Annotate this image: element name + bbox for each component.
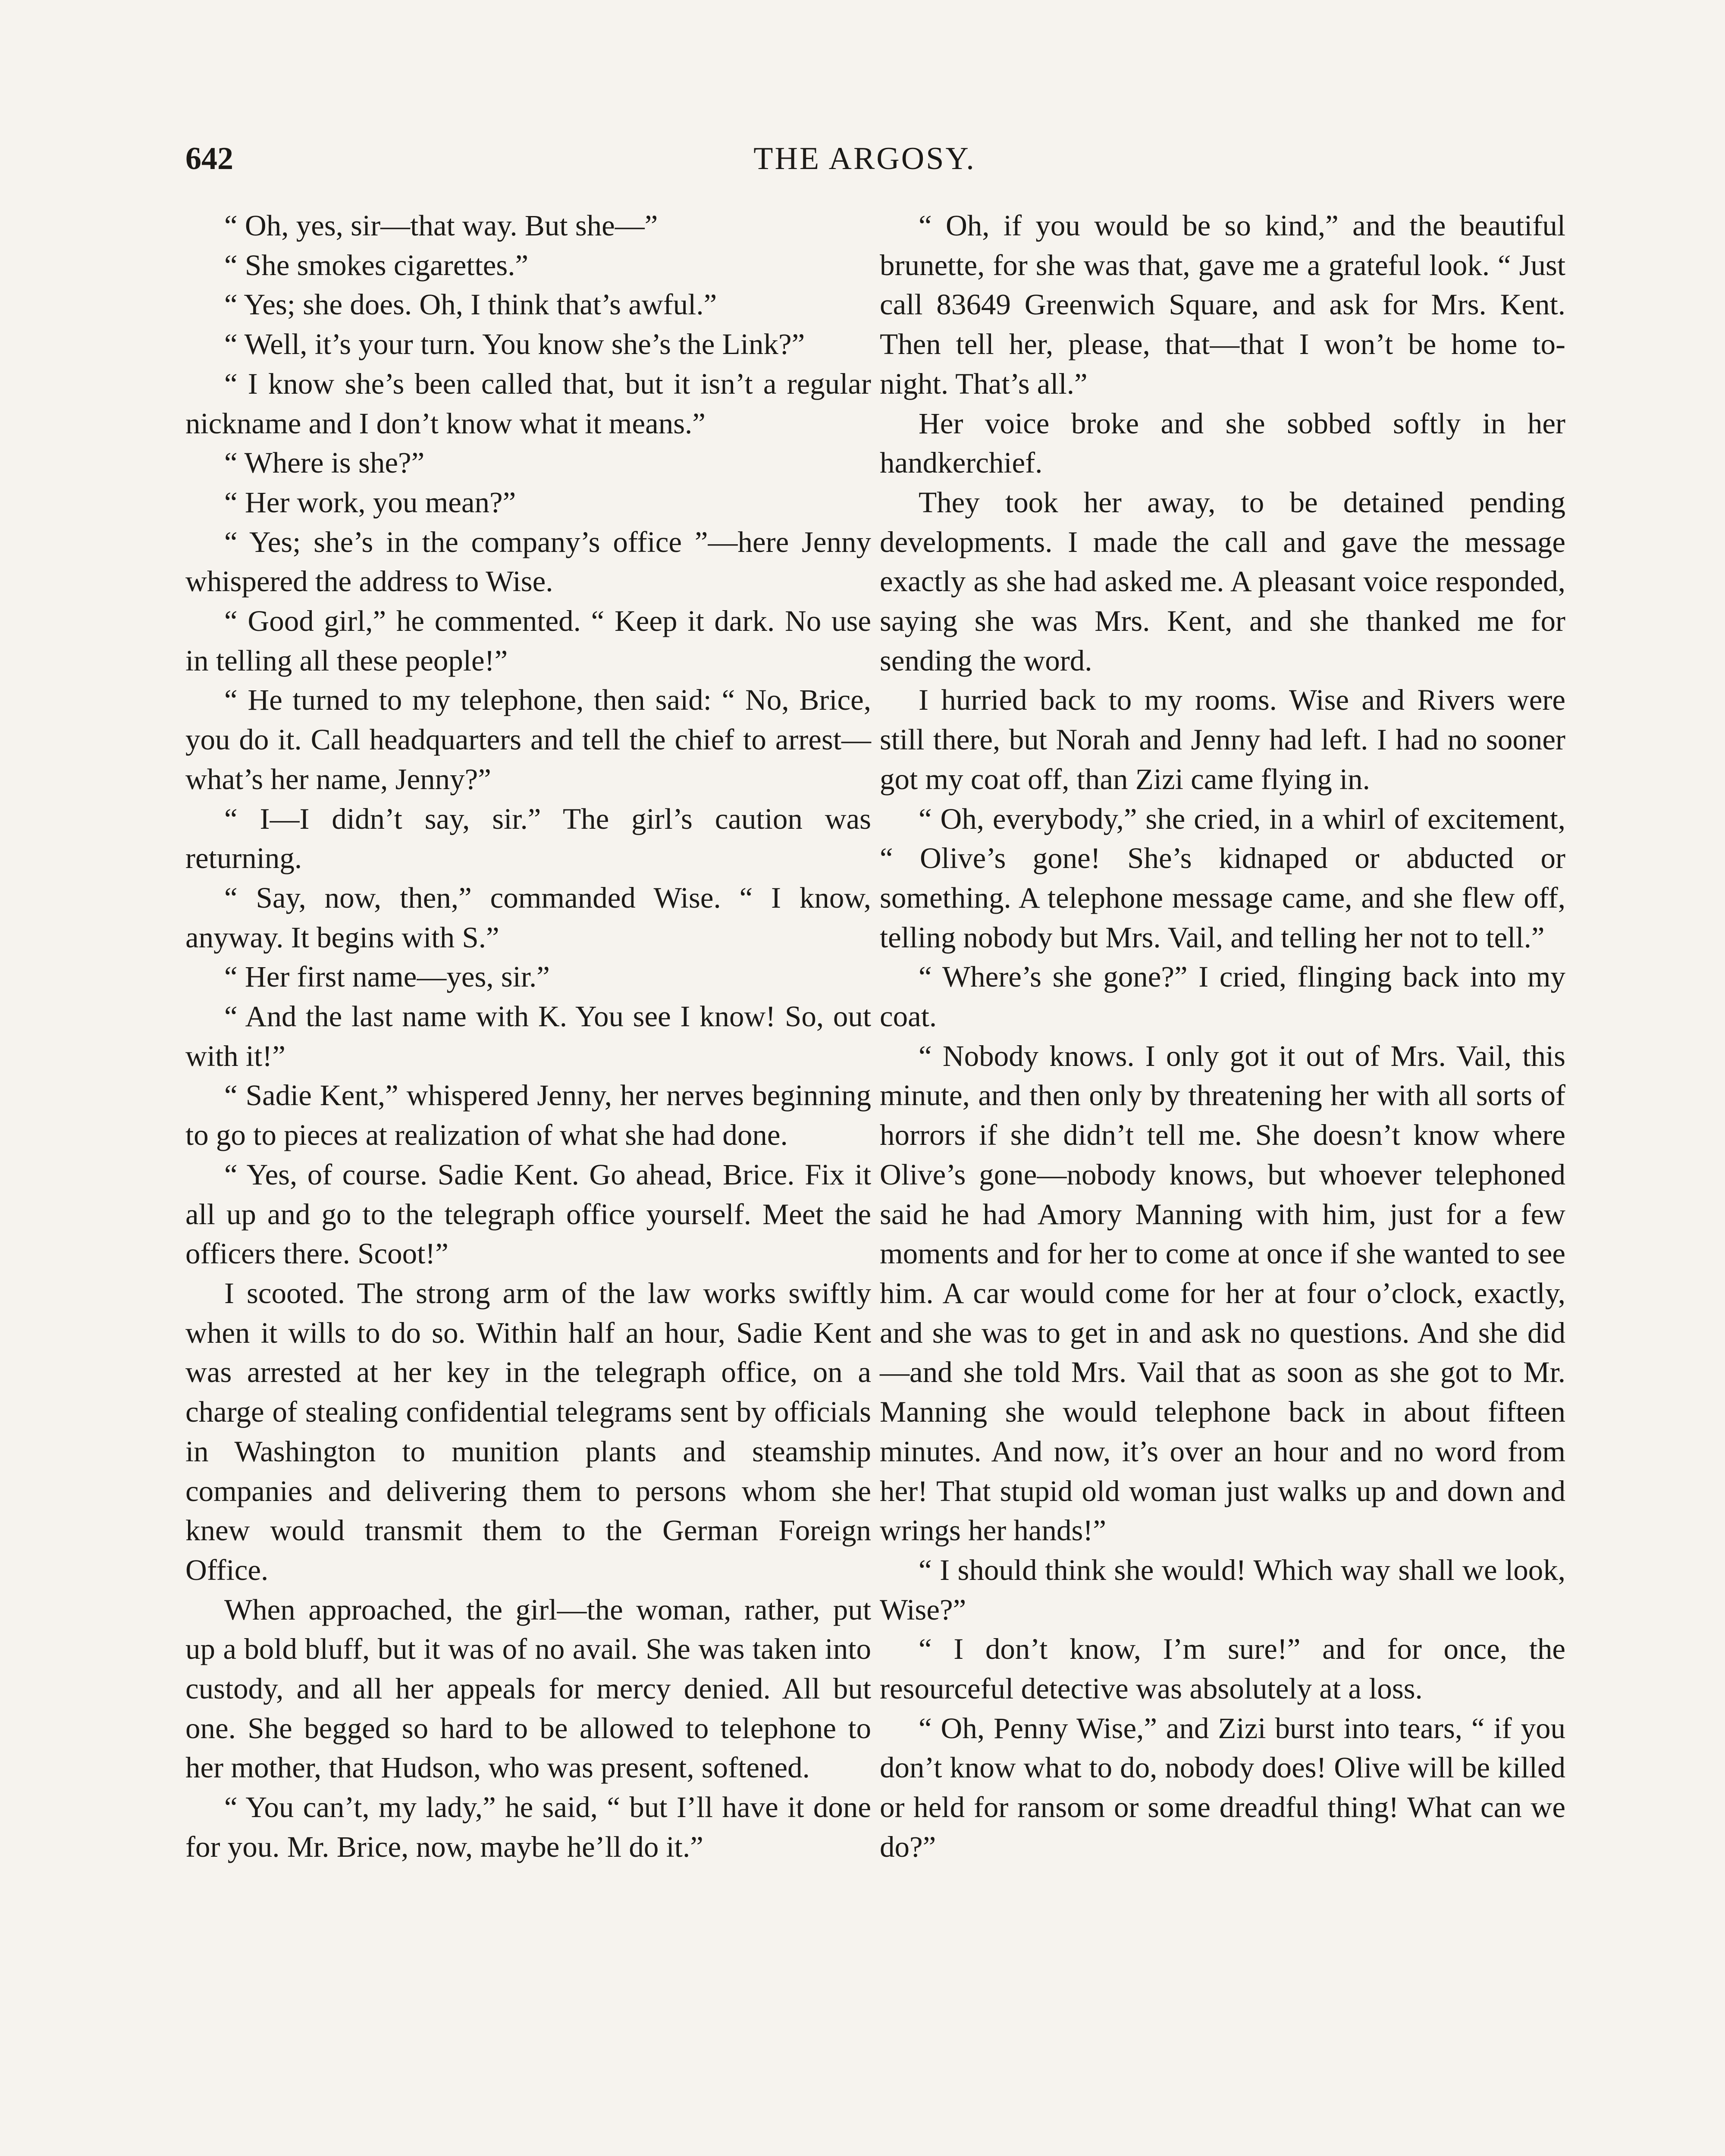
paragraph: “ Good girl,” he commented. “ Keep it dark. No use in telling all these people!” <box>185 605 871 677</box>
paragraph: When approached, the girl—the woman, rather, put up a bold bluff, but it was of no avail. She was taken into custody, and all her appeals for mercy denied. All but one. She begged so hard to be allowed to telephone to her mother, that Hudson, who was present, softened. <box>185 1593 871 1784</box>
paragraph: “ I don’t know, I’m sure!” and for once, the resourceful detective was absolutely at a loss. <box>880 1633 1565 1705</box>
paragraph: “ Her work, you mean?” <box>224 486 516 519</box>
paragraph: “ Oh, Penny Wise,” and Zizi burst into tears, “ if you don’t know what to do, nobody does! Olive will be killed or held for ransom or some dreadful thing! What can we do?” <box>880 1711 1565 1863</box>
paragraph: “ She smokes cigarettes.” <box>224 248 529 282</box>
paragraph: They took her away, to be detained pending developments. I made the call and gave the message exactly as she had asked me. A pleasant voice responded, saying she was Mrs. Kent, and she thanked me for sending the word. <box>880 486 1565 677</box>
paragraph: “ Yes; she does. Oh, I think that’s awful.” <box>224 288 717 321</box>
paragraph: “ Her first name—yes, sir.” <box>224 960 550 993</box>
paragraph: I scooted. The strong arm of the law works swiftly when it wills to do so. Within half an hour, Sadie Kent was arrested at her key in the telegraph office, on a charge of stealing confidential telegrams sent by officials in Washington to munition plants and steamship companies and delivering them to persons whom she knew would transmit them to the German Foreign Office. <box>185 1276 871 1586</box>
paragraph: “ Yes; she’s in the company’s office ”—here Jenny whispered the address to Wise. <box>185 525 871 598</box>
paragraph: “ Say, now, then,” commanded Wise. “ I know, anyway. It begins with S.” <box>185 881 871 954</box>
paragraph: “ Oh, yes, sir—that way. But she—” <box>224 209 658 242</box>
right-column <box>880 206 1565 1867</box>
paragraph: “ Where is she?” <box>224 446 425 479</box>
paragraph: “ Sadie Kent,” whispered Jenny, her nerves beginning to go to pieces at realization of what she had done. <box>185 1079 871 1152</box>
page-number: 642 <box>185 141 233 176</box>
paragraph: “ Yes, of course. Sadie Kent. Go ahead, Brice. Fix it all up and go to the telegraph office yourself. Meet the officers there. Scoot!” <box>185 1158 871 1270</box>
paragraph: “ Where’s she gone?” I cried, flinging back into my coat. <box>880 960 1565 1033</box>
paragraph: “ Oh, if you would be so kind,” and the beautiful brunette, for she was that, gave me a grateful look. “ Just call 83649 Greenwich Square, and ask for Mrs. Kent. Then tell her, please, that—that I won’t be home to-night. That’s all.” <box>880 209 1565 400</box>
paragraph: “ Nobody knows. I only got it out of Mrs. Vail, this minute, and then only by threatening her with all sorts of horrors if she didn’t tell me. She doesn’t know where Olive’s gone—nobody knows, but whoever telephoned said he had Amory Manning with him, just for a few moments and for her to come at once if she wanted to see him. A car would come for her at four o’clock, exactly, and she was to get in and ask no questions. And she did—and she told Mrs. Vail that as soon as she got to Mr. Manning she would telephone back in about fifteen minutes. And now, it’s over an hour and no word from her! That stupid old woman just walks up and down and wrings her hands!” <box>880 1039 1565 1547</box>
paragraph: “ You can’t, my lady,” he said, “ but I’ll have it done for you. Mr. Brice, now, maybe he’ll do it.” <box>185 1791 871 1863</box>
page-header <box>185 137 1544 185</box>
left-column <box>185 206 871 1867</box>
paragraph: “ Well, it’s your turn. You know she’s the Link?” <box>224 328 805 361</box>
paragraph: “ Oh, everybody,” she cried, in a whirl of excitement, “ Olive’s gone! She’s kidnaped or abducted or something. A telephone message came, and she flew off, telling nobody but Mrs. Vail, and telling her not to tell.” <box>880 802 1565 954</box>
paragraph: “ And the last name with K. You see I know! So, out with it!” <box>185 1000 871 1072</box>
running-head: THE ARGOSY. <box>753 141 976 176</box>
paragraph: Her voice broke and she sobbed softly in her handkerchief. <box>880 407 1565 479</box>
paragraph: “ I—I didn’t say, sir.” The girl’s caution was returning. <box>185 802 871 875</box>
paragraph: “ I should think she would! Which way shall we look, Wise?” <box>880 1553 1565 1626</box>
paragraph: I hurried back to my rooms. Wise and Rivers were still there, but Norah and Jenny had left. I had no sooner got my coat off, than Zizi came flying in. <box>880 683 1565 796</box>
paragraph: “ He turned to my telephone, then said: “ No, Brice, you do it. Call headquarters and tell the chief to arrest—what’s her name, Jenny?” <box>185 683 871 796</box>
paragraph: “ I know she’s been called that, but it isn’t a regular nickname and I don’t know what it means.” <box>185 367 871 440</box>
